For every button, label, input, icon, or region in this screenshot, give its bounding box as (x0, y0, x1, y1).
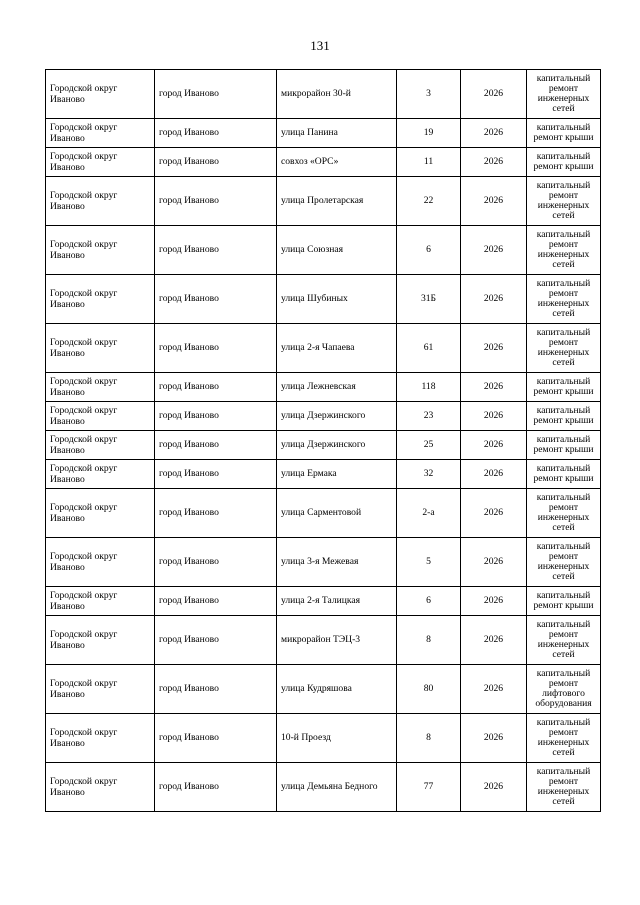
street-cell: улица Шубиных (277, 275, 397, 324)
city-cell: город Иваново (155, 70, 277, 119)
table-row (46, 275, 601, 324)
work-type-cell: капитальный ремонт крыши (527, 373, 601, 402)
district-cell: Городской округ Иваново (46, 431, 155, 460)
city-cell: город Иваново (155, 402, 277, 431)
table-row (46, 148, 601, 177)
year-cell: 2026 (461, 714, 527, 763)
street-cell: совхоз «ОРС» (277, 148, 397, 177)
street-cell: улица Сарментовой (277, 489, 397, 538)
district-cell: Городской округ Иваново (46, 119, 155, 148)
city-cell: город Иваново (155, 489, 277, 538)
house-number-cell: 6 (397, 587, 461, 616)
table-row (46, 119, 601, 148)
table-row (46, 763, 601, 812)
work-type-cell: капитальный ремонт крыши (527, 402, 601, 431)
street-cell: улица 2-я Чапаева (277, 324, 397, 373)
work-type-cell: капитальный ремонт инженерных сетей (527, 275, 601, 324)
year-cell: 2026 (461, 665, 527, 714)
table-row (46, 402, 601, 431)
year-cell: 2026 (461, 489, 527, 538)
city-cell: город Иваново (155, 587, 277, 616)
city-cell: город Иваново (155, 714, 277, 763)
table-row (46, 587, 601, 616)
city-cell: город Иваново (155, 177, 277, 226)
table-row (46, 177, 601, 226)
year-cell: 2026 (461, 119, 527, 148)
street-cell: 10-й Проезд (277, 714, 397, 763)
work-type-cell: капитальный ремонт крыши (527, 148, 601, 177)
work-type-cell: капитальный ремонт инженерных сетей (527, 70, 601, 119)
district-cell: Городской округ Иваново (46, 587, 155, 616)
city-cell: город Иваново (155, 665, 277, 714)
house-number-cell: 31Б (397, 275, 461, 324)
district-cell: Городской округ Иваново (46, 489, 155, 538)
street-cell: микрорайон 30-й (277, 70, 397, 119)
table-row (46, 665, 601, 714)
district-cell: Городской округ Иваново (46, 148, 155, 177)
house-number-cell: 77 (397, 763, 461, 812)
district-cell: Городской округ Иваново (46, 714, 155, 763)
year-cell: 2026 (461, 177, 527, 226)
street-cell: улица Дзержинского (277, 431, 397, 460)
table-row (46, 324, 601, 373)
house-number-cell: 25 (397, 431, 461, 460)
year-cell: 2026 (461, 616, 527, 665)
table-row (46, 373, 601, 402)
city-cell: город Иваново (155, 226, 277, 275)
district-cell: Городской округ Иваново (46, 275, 155, 324)
house-number-cell: 61 (397, 324, 461, 373)
district-cell: Городской округ Иваново (46, 616, 155, 665)
year-cell: 2026 (461, 460, 527, 489)
work-type-cell: капитальный ремонт инженерных сетей (527, 324, 601, 373)
year-cell: 2026 (461, 148, 527, 177)
work-type-cell: капитальный ремонт крыши (527, 431, 601, 460)
district-cell: Городской округ Иваново (46, 226, 155, 275)
page-number: 131 (310, 38, 330, 53)
table-body (46, 70, 601, 812)
work-type-cell: капитальный ремонт крыши (527, 460, 601, 489)
district-cell: Городской округ Иваново (46, 324, 155, 373)
house-number-cell: 80 (397, 665, 461, 714)
housing-repair-table (45, 69, 601, 812)
street-cell: улица Кудряшова (277, 665, 397, 714)
house-number-cell: 32 (397, 460, 461, 489)
work-type-cell: капитальный ремонт инженерных сетей (527, 489, 601, 538)
house-number-cell: 6 (397, 226, 461, 275)
year-cell: 2026 (461, 373, 527, 402)
house-number-cell: 19 (397, 119, 461, 148)
district-cell: Городской округ Иваново (46, 538, 155, 587)
city-cell: город Иваново (155, 538, 277, 587)
year-cell: 2026 (461, 226, 527, 275)
year-cell: 2026 (461, 587, 527, 616)
house-number-cell: 118 (397, 373, 461, 402)
city-cell: город Иваново (155, 431, 277, 460)
table-row (46, 226, 601, 275)
year-cell: 2026 (461, 763, 527, 812)
city-cell: город Иваново (155, 616, 277, 665)
street-cell: улица Лежневская (277, 373, 397, 402)
work-type-cell: капитальный ремонт крыши (527, 587, 601, 616)
street-cell: улица Союзная (277, 226, 397, 275)
district-cell: Городской округ Иваново (46, 665, 155, 714)
street-cell: улица Панина (277, 119, 397, 148)
house-number-cell: 11 (397, 148, 461, 177)
house-number-cell: 8 (397, 714, 461, 763)
district-cell: Городской округ Иваново (46, 177, 155, 226)
year-cell: 2026 (461, 402, 527, 431)
district-cell: Городской округ Иваново (46, 460, 155, 489)
house-number-cell: 23 (397, 402, 461, 431)
table-row (46, 714, 601, 763)
city-cell: город Иваново (155, 763, 277, 812)
district-cell: Городской округ Иваново (46, 402, 155, 431)
street-cell: улица Дзержинского (277, 402, 397, 431)
city-cell: город Иваново (155, 148, 277, 177)
street-cell: улица 2-я Талицкая (277, 587, 397, 616)
work-type-cell: капитальный ремонт лифтового оборудования (527, 665, 601, 714)
district-cell: Городской округ Иваново (46, 70, 155, 119)
work-type-cell: капитальный ремонт инженерных сетей (527, 616, 601, 665)
city-cell: город Иваново (155, 119, 277, 148)
district-cell: Городской округ Иваново (46, 373, 155, 402)
city-cell: город Иваново (155, 460, 277, 489)
house-number-cell: 8 (397, 616, 461, 665)
house-number-cell: 2-а (397, 489, 461, 538)
house-number-cell: 22 (397, 177, 461, 226)
work-type-cell: капитальный ремонт инженерных сетей (527, 714, 601, 763)
table-row (46, 616, 601, 665)
district-cell: Городской округ Иваново (46, 763, 155, 812)
house-number-cell: 3 (397, 70, 461, 119)
street-cell: улица 3-я Межевая (277, 538, 397, 587)
work-type-cell: капитальный ремонт инженерных сетей (527, 538, 601, 587)
table-row (46, 489, 601, 538)
year-cell: 2026 (461, 275, 527, 324)
year-cell: 2026 (461, 70, 527, 119)
table-row (46, 70, 601, 119)
street-cell: улица Ермака (277, 460, 397, 489)
street-cell: микрорайон ТЭЦ-3 (277, 616, 397, 665)
city-cell: город Иваново (155, 373, 277, 402)
year-cell: 2026 (461, 324, 527, 373)
year-cell: 2026 (461, 431, 527, 460)
city-cell: город Иваново (155, 275, 277, 324)
house-number-cell: 5 (397, 538, 461, 587)
work-type-cell: капитальный ремонт крыши (527, 119, 601, 148)
city-cell: город Иваново (155, 324, 277, 373)
street-cell: улица Пролетарская (277, 177, 397, 226)
work-type-cell: капитальный ремонт инженерных сетей (527, 226, 601, 275)
table-row (46, 431, 601, 460)
table-row (46, 460, 601, 489)
year-cell: 2026 (461, 538, 527, 587)
work-type-cell: капитальный ремонт инженерных сетей (527, 763, 601, 812)
table-row (46, 538, 601, 587)
work-type-cell: капитальный ремонт инженерных сетей (527, 177, 601, 226)
street-cell: улица Демьяна Бедного (277, 763, 397, 812)
